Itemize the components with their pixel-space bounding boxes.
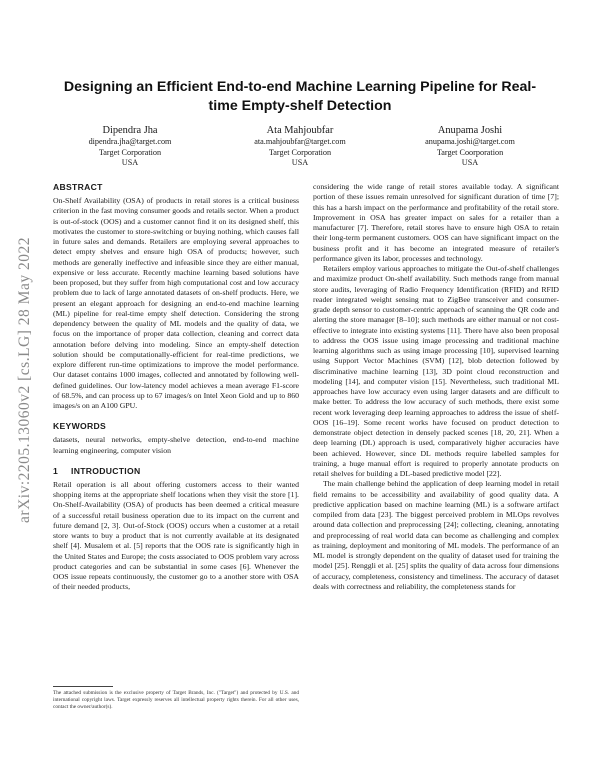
author-email: ata.mahjoubfar@target.com xyxy=(254,137,346,146)
author-name: Ata Mahjoubfar xyxy=(266,125,334,136)
author-3 xyxy=(385,124,555,169)
arxiv-identifier xyxy=(14,180,36,580)
arxiv-identifier-text: arXiv:2205.13060v2 [cs.LG] 28 May 2022 xyxy=(16,237,33,523)
abstract-text: On-Shelf Availability (OSA) of products in retail stores is a critical business criterion in the fast moving consumer goods and retails sector. When a product is out-of-stock (OOS) and a customer cannot find it on its designed shelf, this motivates the customer to store-switching or buying nothing, which causes fall in future sales and demands. Retailers are employing several approaches to detect empty shelves and ensure high OSA of products; however, such methods are generally ineffective and infeasible since they are either manual, expensive or less accurate. Recently machine learning based solutions have been proposed, but they suffer from high computational cost and low accuracy problem due to lack of large annotated datasets of on-shelf products. Here, we present an elegant approach for designing an end-to-end machine learning (ML) pipeline for real-time empty shelf detection. Considering the strong dependency between the quality of ML models and the quality of data, we focus on the importance of proper data collection, cleaning and correct data annotation before delving into modeling. Since an empty-shelf detection solution should be computationally-efficient for real-time predictions, we explore different run-time optimizations to improve the model performance. Our dataset contains 1000 images, collected and annotated by following well-defined guidelines. Our low-latency model achieves a mean average F1-score of 68.5%, and can process up to 67 images/s on Intel Xeon Gold and up to 860 images/s on an A100 GPU. xyxy=(53,196,299,410)
footnote-rule xyxy=(53,686,113,687)
section-title: INTRODUCTION xyxy=(71,465,141,476)
keywords-heading: KEYWORDS xyxy=(53,421,107,432)
author-affiliation: Target Corporation xyxy=(268,147,332,157)
author-affiliation: Target Coorporation xyxy=(436,147,504,157)
author-affiliation: Target Corporation xyxy=(98,147,162,157)
paper-title: Designing an Efficient End-to-end Machine Learning Pipeline for Real-time Empty-shelf Detection xyxy=(63,79,537,114)
section-number: 1 xyxy=(53,465,59,476)
body-paragraph: Retailers employ various approaches to mitigate the Out-of-shelf challenges and maximize product On-shelf availability. Such methods range from manual store audits, leveraging of Radio Frequency Identification (RFID) and RFID reader integrated weight sensing mat to ZigBee transceiver and consumer-grade depth sensor to customer-centric approach of scanning the QR code and alerting the store manager [8–10]; such methods are either manual or not cost-effective to integrate into existing systems [11]. There have also been proposal to address the OOS issue using image processing and traditional machine learning algorithms such as using image processing [10], supervised learning using Support Vector Machines (SVM) [12], blob detection followed by discriminative machine learning [13], 3D point cloud reconstruction and modeling [14], and computer vision [15]. Nevertheless, such traditional ML approaches have low accuracy even using larger datasets and are difficult to make better. To address the low accuracy of such methods, there exist some recent work leveraging deep learning approaches to address the issue of shelf-OOS [16–19]. Some recent works have focused on product detection to demonstrate object detection in densely packed scenes [18, 20, 21]. When a deep learning (DL) approach is used, comparatively higher accuracies have been achieved. However, since DL methods require labelled samples for training, a huge manual effort is required to properly annotate products on retail shelves for building a DL-based predictive model [22]. xyxy=(313,264,559,478)
introduction-text: Retail operation is all about offering customers access to their wanted shopping items at the appropriate shelf locations when they visit the store [1]. On-Shelf-Availability (OSA) of products has been deemed a critical measure of a successful retail business operation due to its impact on the current and future demand [2, 3]. Out-of-Stock (OOS) occurs when a customer at a retail store wants to buy a product that is not currently available at its designated shelf [4]. Musalem et al. [5] reports that the OOS rate is significantly high in the United States and Europe; the costs associated to OOS problem vary across product categories and can be substantial in some cases [6]. Whenever the OOS issue repeats continuously, the customer go to a another store with OSA of their needed products, xyxy=(53,479,299,592)
copyright-footnote xyxy=(53,686,299,711)
introduction-heading xyxy=(53,466,299,477)
author-name: Dipendra Jha xyxy=(102,125,158,136)
author-country: USA xyxy=(291,158,309,168)
author-email: anupama.joshi@target.com xyxy=(425,137,515,146)
author-2 xyxy=(215,124,385,169)
footnote-text: The attached submission is the exclusive property of Target Brands, Inc. ("Target") and protected by U.S. and international copyright laws. Target expressly reserves all intellectual property rights therein. For all other uses, contact the owner/author(s). xyxy=(53,690,299,710)
left-column xyxy=(53,182,299,593)
author-country: USA xyxy=(461,158,479,168)
author-1 xyxy=(45,124,215,169)
author-country: USA xyxy=(121,158,139,168)
author-name: Anupama Joshi xyxy=(437,125,503,136)
body-paragraph: The main challenge behind the application of deep learning model in retail field remains to be accessibility and availability of good quality data. A predictive application based on machine learning (ML) is a software artifact compiled from data [23]. The biggest perceived problem in MLOps revolves around data collection and preprocessing [24]; collecting, cleaning, annotating and preprocessing of real world data can become as challenging and complex as training, deployment and monitoring of ML models. The performance of an ML model is strongly dependent on the quality of dataset used for training the model [25]. Renggli et al. [25] splits the quality of data across four dimensions of accuracy, completeness, consistency and timeliness. The accuracy of dataset deals with correctness and reliability, the completeness stands for xyxy=(313,479,559,591)
body-paragraph: considering the wide range of retail stores available today. A significant portion of these issues remain unresolved for significant duration of time [7]; this has a harsh impact on the performance and profitability of the retail store. Improvement in OSA has greater impact on sales for a retailer than a manufacturer [7]. Therefore, retail stores have to ensure high OSA to retain their long-term permanent customers. OOS can have significant impact on the business profit and it has become an integrated measure of retailer's performance given its labor, processes and technology. xyxy=(313,182,559,263)
abstract-heading: ABSTRACT xyxy=(53,182,103,192)
keywords-text: datasets, neural networks, empty-shelve detection, end-to-end machine learning engineering, computer vision xyxy=(53,435,299,455)
author-email: dipendra.jha@target.com xyxy=(88,137,172,146)
right-column xyxy=(313,182,559,592)
